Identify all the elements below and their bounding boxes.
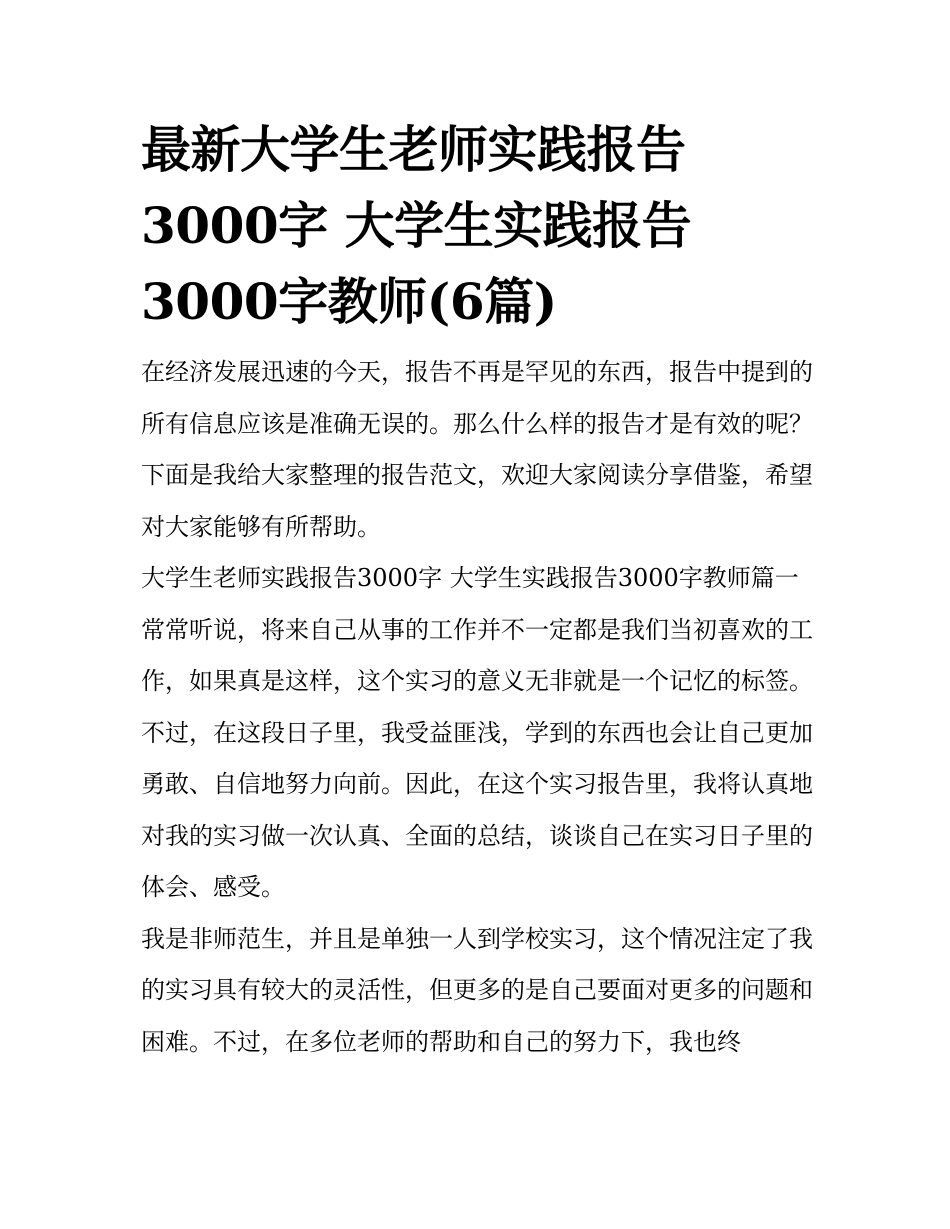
intro-paragraph: 在经济发展迅速的今天，报告不再是罕见的东西，报告中提到的所有信息应该是准确无误的。那么什么样的报告才是有效的呢？下面是我给大家整理的报告范文，欢迎大家阅读分享借鉴，希望对大家能够有所帮助。 (141, 358, 813, 541)
document-page (141, 112, 813, 1068)
body-paragraph-2: 我是非师范生，并且是单独一人到学校实习，这个情况注定了我的实习具有较大的灵活性，但更多的是自己要面对更多的问题和困难。不过，在多位老师的帮助和自己的努力下，我也终 (141, 924, 813, 1056)
section-heading: 大学生老师实践报告3000字 大学生实践报告3000字教师篇一 (141, 564, 799, 592)
body-paragraph-1: 常常听说，将来自己从事的工作并不一定都是我们当初喜欢的工作，如果真是这样，这个实习的意义无非就是一个记忆的标签。不过，在这段日子里，我受益匪浅，学到的东西也会让自己更加勇敢、自信地努力向前。因此，在这个实习报告里，我将认真地对我的实习做一次认真、全面的总结，谈谈自己在实习日子里的体会、感受。 (141, 615, 813, 901)
document-title: 最新大学生老师实践报告3000字 大学生实践报告3000字教师(6篇) (141, 120, 692, 331)
